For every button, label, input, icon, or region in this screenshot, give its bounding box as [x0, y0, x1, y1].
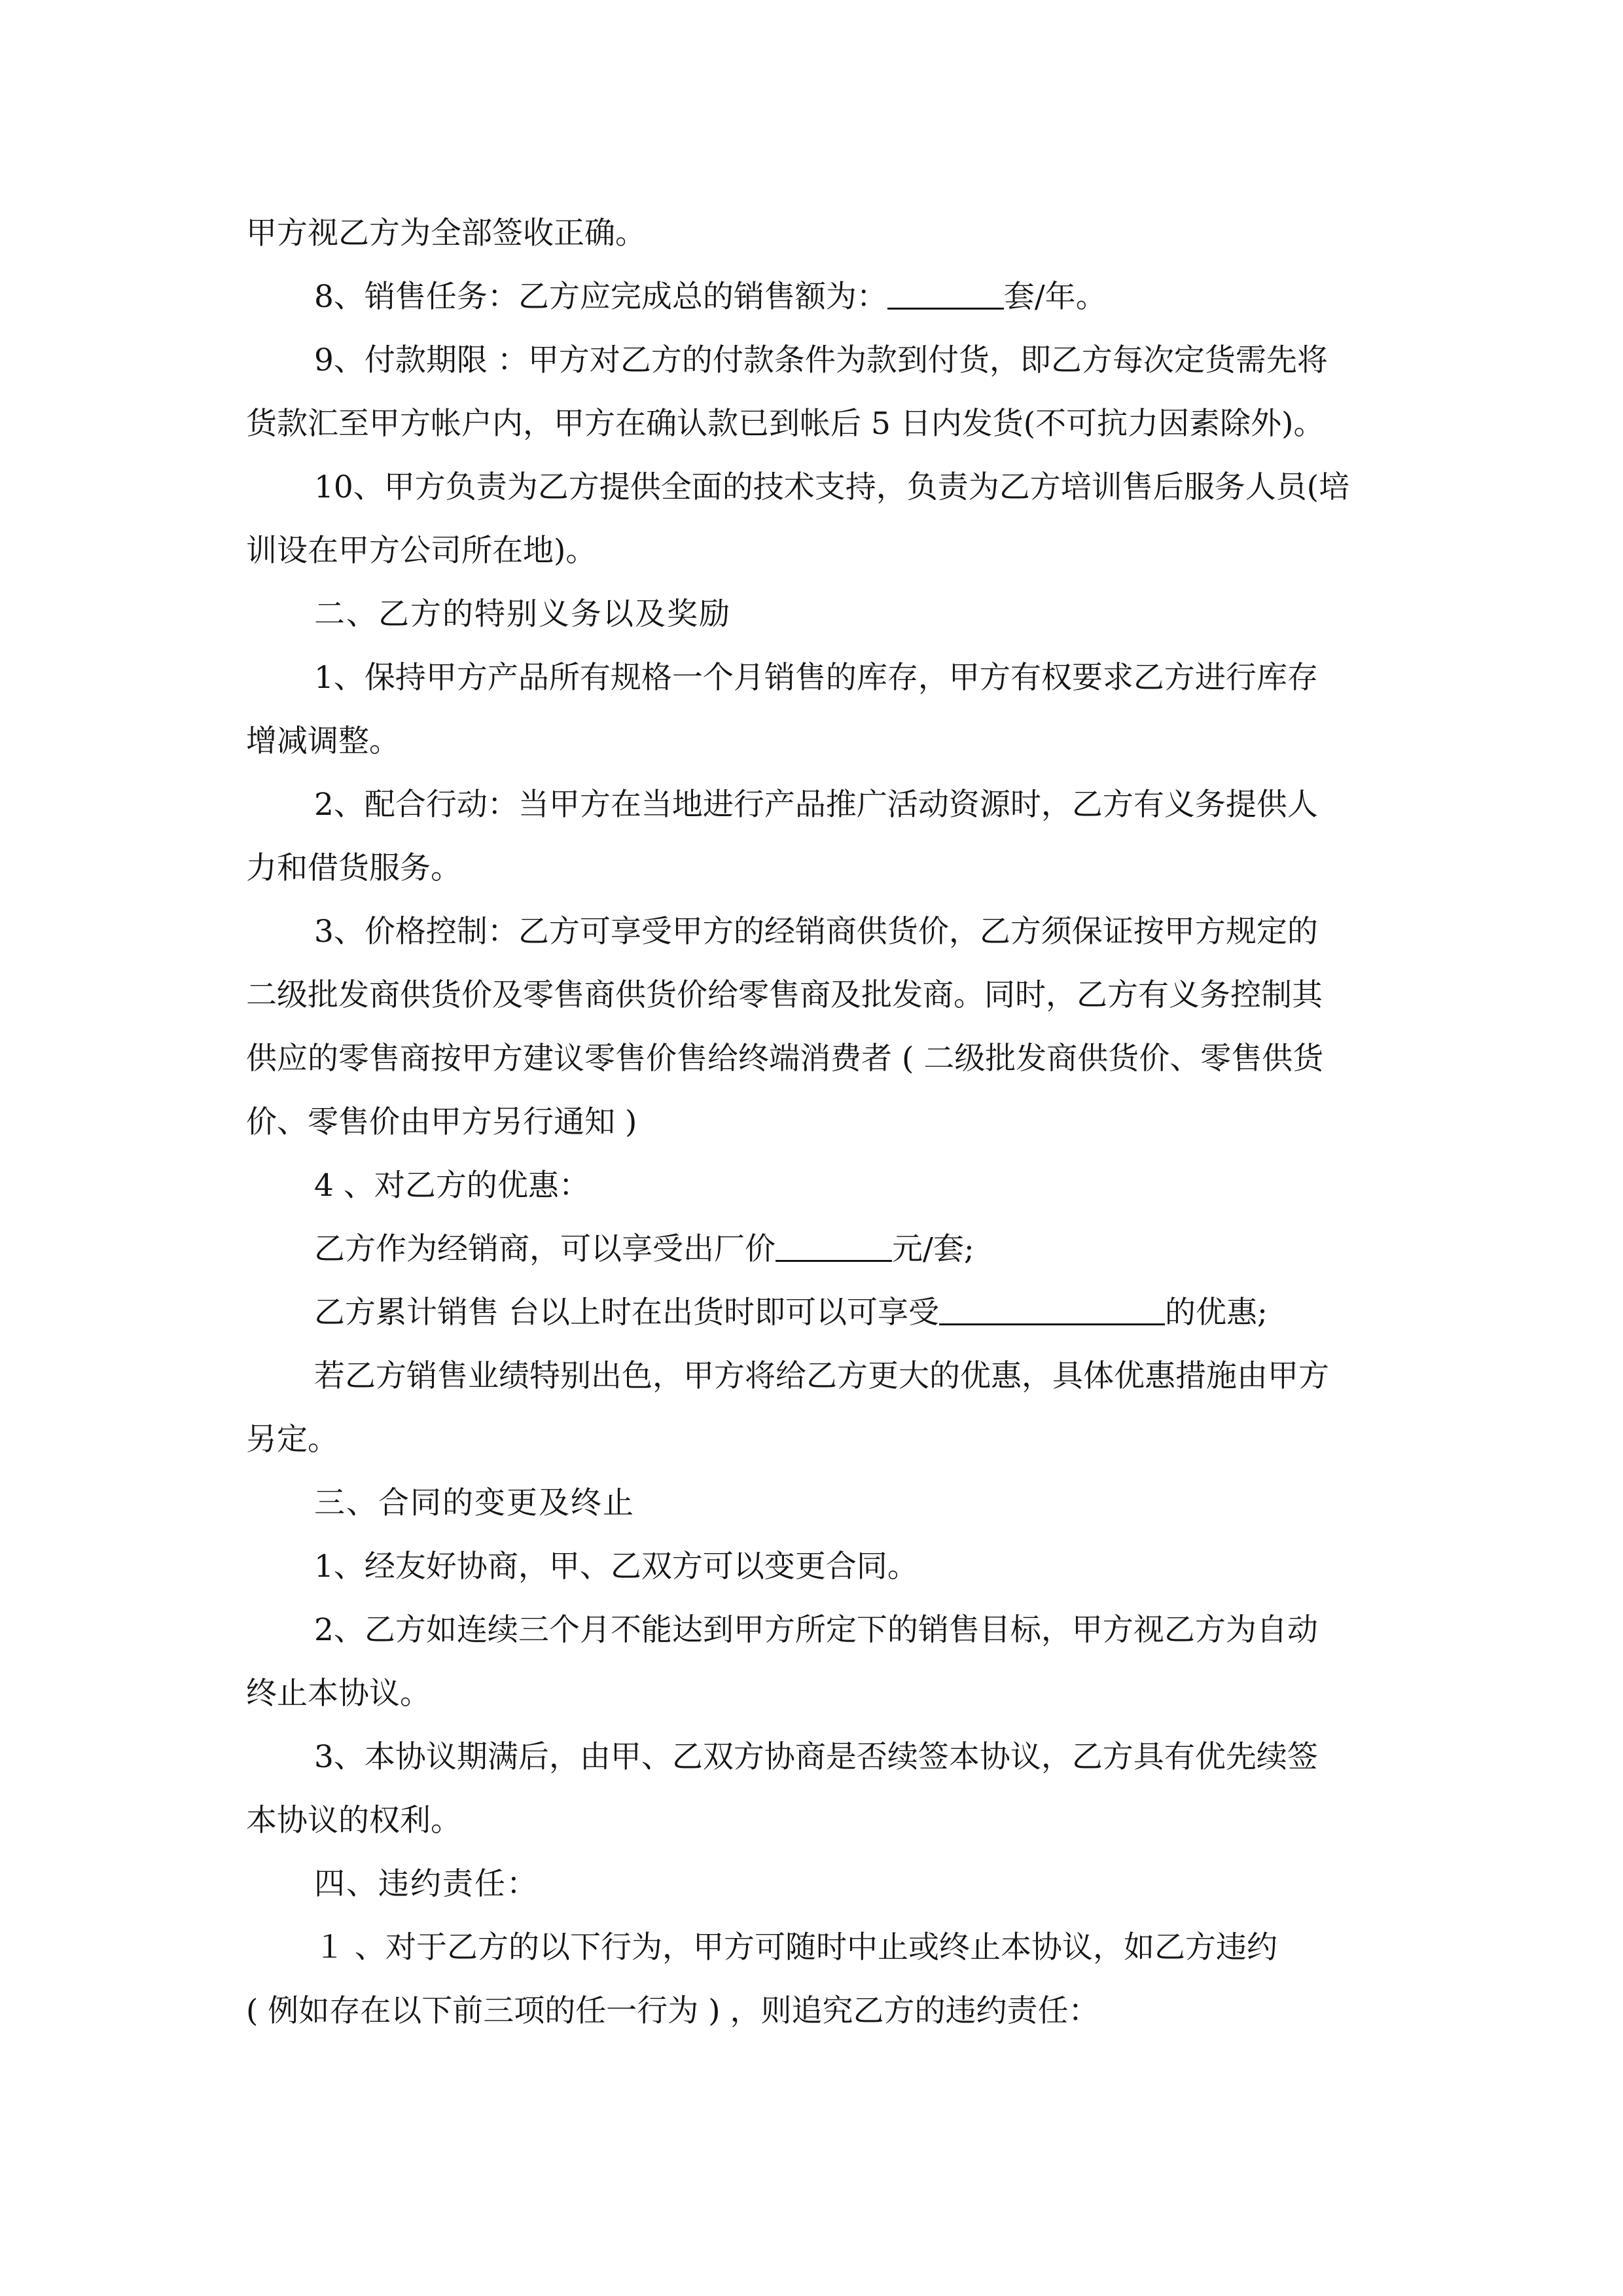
line-text: 乙方累计销售 台以上时在出货时即可以可享受	[314, 1295, 939, 1331]
fill-in-blank	[776, 1231, 892, 1262]
fill-in-blank	[887, 279, 1004, 310]
discount-performance	[246, 1344, 1382, 1408]
line-text: 终止本协议。	[246, 1676, 431, 1712]
line-text: 8、销售任务：乙方应完成总的销售额为：	[314, 279, 887, 315]
text-line	[246, 519, 1382, 583]
text-line	[246, 709, 1382, 773]
discount-cumulative-sales	[246, 1281, 1382, 1344]
line-text: 增减调整。	[246, 723, 400, 759]
line-text: 3、价格控制：乙方可享受甲方的经销商供货价，乙方须保证按甲方规定的	[314, 914, 1318, 950]
clause-amendment	[246, 1535, 1382, 1598]
heading-text: 二、乙方的特别义务以及奖励	[314, 596, 731, 632]
line-text: 供应的零售商按甲方建议零售价售给终端消费者 ( 二级批发商供货价、零售供货	[246, 1041, 1324, 1077]
text-line	[246, 202, 1382, 265]
line-text: １ 、对于乙方的以下行为，甲方可随时中止或终止本协议，如乙方违约	[314, 1929, 1277, 1965]
section-heading	[246, 1471, 1382, 1535]
text-line	[246, 1090, 1382, 1154]
line-text: 若乙方销售业绩特别出色，甲方将给乙方更大的优惠，具体优惠措施由甲方	[314, 1358, 1329, 1394]
text-line	[246, 1979, 1382, 2043]
text-line	[246, 1662, 1382, 1725]
line-text: 10、甲方负责为乙方提供全面的技术支持，负责为乙方培训售后服务人员(培	[314, 469, 1350, 505]
line-text: 套/年。	[1003, 279, 1107, 315]
clause-breach	[246, 1916, 1382, 1979]
line-text: 乙方作为经销商，可以享受出厂价	[314, 1231, 776, 1267]
line-text: 的优惠;	[1164, 1295, 1268, 1331]
line-text: 本协议的权利。	[246, 1803, 461, 1839]
clause-technical-support	[246, 456, 1382, 519]
line-text: ( 例如存在以下前三项的任一行为 ) ，则追究乙方的违约责任：	[246, 1993, 1099, 2029]
clause-cooperation	[246, 773, 1382, 836]
line-text: 训设在甲方公司所在地)。	[246, 533, 597, 569]
clause-price-control	[246, 900, 1382, 963]
line-text: 力和借货服务。	[246, 850, 461, 886]
clause-payment-terms	[246, 329, 1382, 392]
line-text: 价、零售价由甲方另行通知 )	[246, 1104, 637, 1140]
line-text: 3、本协议期满后，由甲、乙双方协商是否续签本协议，乙方具有优先续签	[314, 1739, 1318, 1775]
heading-text: 四、违约责任：	[314, 1866, 539, 1902]
text-line	[246, 1408, 1382, 1471]
line-text: 另定。	[246, 1422, 338, 1458]
line-text: 1、保持甲方产品所有规格一个月销售的库存，甲方有权要求乙方进行库存	[314, 660, 1318, 696]
fill-in-blank	[939, 1295, 1165, 1325]
line-text: 2、配合行动：当甲方在当地进行产品推广活动资源时，乙方有义务提供人	[314, 787, 1318, 823]
heading-text: 三、合同的变更及终止	[314, 1485, 635, 1521]
clause-inventory	[246, 646, 1382, 709]
line-text: 二级批发商供货价及零售商供货价给零售商及批发商。同时，乙方有义务控制其	[246, 977, 1323, 1013]
discount-factory-price	[246, 1217, 1382, 1281]
line-text: 1、经友好协商，甲、乙双方可以变更合同。	[314, 1549, 918, 1585]
text-line	[246, 1789, 1382, 1852]
line-text: 4 、对乙方的优惠：	[314, 1168, 590, 1204]
text-line	[246, 963, 1382, 1027]
line-text: 9、付款期限 ：甲方对乙方的付款条件为款到付货，即乙方每次定货需先将	[314, 342, 1328, 378]
text-line	[246, 1027, 1382, 1090]
line-text: 2、乙方如连续三个月不能达到甲方所定下的销售目标，甲方视乙方为自动	[314, 1612, 1318, 1648]
section-heading	[246, 1852, 1382, 1916]
clause-auto-termination	[246, 1598, 1382, 1662]
clause-renewal	[246, 1725, 1382, 1789]
line-text: 元/套;	[892, 1231, 974, 1267]
text-line	[246, 836, 1382, 900]
section-heading	[246, 583, 1382, 646]
line-text: 甲方视乙方为全部签收正确。	[246, 215, 646, 251]
clause-sales-target	[246, 265, 1382, 329]
text-line	[246, 392, 1382, 456]
clause-discounts	[246, 1154, 1382, 1217]
line-text: 货款汇至甲方帐户内，甲方在确认款已到帐后 5 日内发货(不可抗力因素除外)。	[246, 406, 1325, 442]
contract-body	[246, 202, 1382, 2043]
